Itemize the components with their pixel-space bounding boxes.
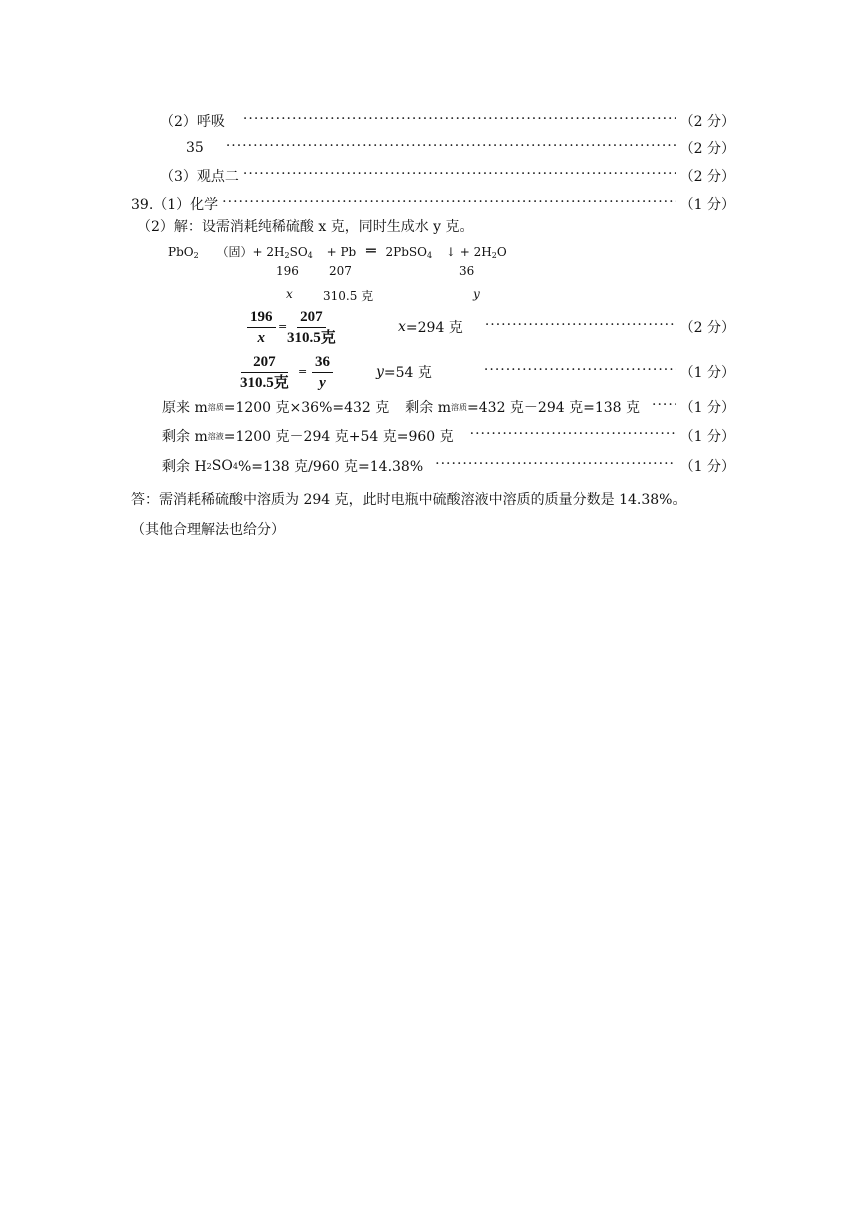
leader-dots [484, 364, 676, 380]
leader-dots [243, 168, 676, 184]
final-answer: 答：需消耗稀硫酸中溶质为 294 克，此时电瓶中硫酸溶液中溶质的质量分数是 14.38%。 [131, 492, 687, 508]
score-label: （2 分） [679, 141, 735, 157]
precipitate-arrow-icon: ↓ [445, 245, 456, 259]
score-label: （1 分） [679, 459, 735, 475]
score-label: （2 分） [679, 320, 735, 336]
fraction-207-310-b: 207 310.5克 [240, 354, 289, 391]
chemical-equation: PbO$_2$ （固）+ $2H_2SO_4 + Pb$ ═ 2PbSO$_4$ ↓ + $2H_2O$ [168, 241, 507, 260]
score-label: （1 分） [679, 429, 735, 445]
line-q-prev-3 [160, 166, 735, 186]
score-label: （1 分） [679, 400, 735, 416]
grading-note: （其他合理解法也给分） [131, 522, 285, 538]
line-percent: 剩余 H 2 SO 4 %=138 克/960 克=14.38% ····· （1 分） [162, 456, 735, 476]
line-label: （2）呼吸 [160, 114, 225, 130]
leader-dots [226, 140, 676, 156]
q39-part2-intro: （2）解：设需消耗纯稀硫酸 x 克，同时生成水 y 克。 [137, 219, 474, 235]
line-q-prev-2 [160, 111, 735, 131]
var-y: y [473, 287, 480, 301]
leader-dots [485, 319, 676, 335]
line-label: 39.（1）化学 [131, 197, 219, 213]
equals-sign: = [278, 320, 288, 333]
ratio1-result-line: x =294 克 ····· （2 分） [398, 317, 735, 337]
score-label: （1 分） [679, 197, 735, 213]
leader-dots [435, 458, 675, 474]
fraction-196-x: $\frac{196}{x}$ [247, 309, 276, 346]
fraction-36-y: $\frac{36}{y}$ [312, 354, 333, 391]
leader-dots [243, 113, 676, 129]
mass-207: 207 [329, 264, 352, 278]
line-q-prev-2b [186, 138, 735, 158]
equals-sign: = [298, 365, 308, 378]
ratio2-result-line: y =54 克 ····· （1 分） [376, 362, 735, 382]
line-solute-mass: 原来 m 溶质 =1200 克×36%=432 克 剩余 m 溶质 =432 克－294 克=138 克 ····· （1 分） [162, 397, 735, 417]
line-label: （3）观点二 [160, 169, 239, 185]
leader-dots [652, 399, 676, 415]
score-label: （2 分） [679, 114, 735, 130]
line-q39-1 [131, 194, 735, 214]
score-label: （1 分） [679, 365, 735, 381]
line-label: 35 [186, 140, 204, 156]
leader-dots [470, 428, 676, 444]
leader-dots [222, 196, 675, 212]
mass-196: 196 [276, 264, 299, 278]
mass-36: 36 [459, 264, 475, 278]
fraction-207-310: 207 310.5克 [287, 309, 336, 346]
score-label: （2 分） [679, 169, 735, 185]
var-x: x [286, 287, 293, 301]
var-mass: 310.5 克 [323, 289, 374, 303]
line-solution-mass: 剩余 m 溶液 =1200 克－294 克+54 克=960 克 ····· （1 分） [162, 426, 735, 446]
